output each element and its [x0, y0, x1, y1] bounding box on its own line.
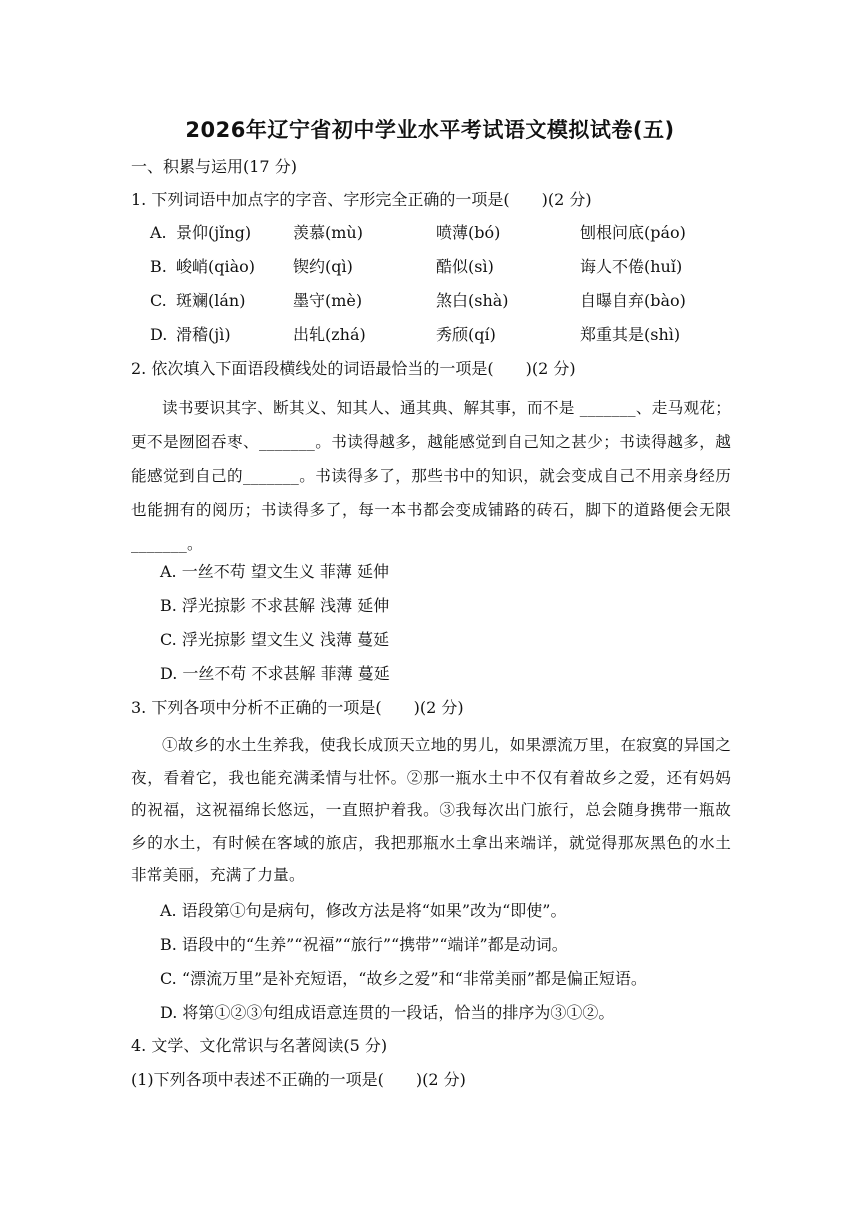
question-1-stem: 1. 下列词语中加点字的字音、字形完全正确的一项是( )(2 分) [131, 190, 592, 209]
option-word: 自曝自弃(bào) [580, 291, 686, 310]
q2-option-a: A. 一丝不苟 望文生义 菲薄 延伸 [160, 562, 389, 581]
option-word: 出轧(zhá) [293, 325, 366, 344]
option-word: 羡慕(mù) [293, 223, 363, 242]
question-4-sub1: (1)下列各项中表述不正确的一项是( )(2 分) [131, 1070, 466, 1089]
option-label: C. [150, 291, 167, 310]
q3-option-d: D. 将第①②③句组成语意连贯的一段话，恰当的排序为③①②。 [160, 1003, 615, 1022]
option-word: 煞白(shà) [436, 291, 509, 310]
q2-option-d: D. 一丝不苟 不求甚解 菲薄 蔓延 [160, 664, 390, 683]
option-word: 峻峭(qiào) [176, 257, 256, 276]
question-3-stem: 3. 下列各项中分析不正确的一项是( )(2 分) [131, 698, 464, 717]
option-label: D. [150, 325, 168, 344]
option-word: 诲人不倦(huǐ) [580, 257, 683, 276]
option-word: 墨守(mè) [293, 291, 363, 310]
question-4-stem: 4. 文学、文化常识与名著阅读(5 分) [131, 1036, 388, 1055]
q3-option-b: B. 语段中的“生养”“祝福”“旅行”“携带”“端详”都是动词。 [160, 935, 568, 954]
option-word: 锲约(qì) [293, 257, 353, 276]
option-word: 斑斓(lán) [176, 291, 246, 310]
q2-option-c: C. 浮光掠影 望文生义 浅薄 蔓延 [160, 630, 390, 649]
option-word: 喷薄(bó) [436, 223, 501, 242]
option-label: A. [150, 223, 167, 242]
question-3-passage: ①故乡的水土生养我，使我长成顶天立地的男儿，如果漂流万里，在寂寞的异国之夜，看着它，我也能充满柔情与壮怀。②那一瓶水土中不仅有着故乡之爱，还有妈妈的祝福，这祝福绵长悠远，一直照护着我。③我每次出门旅行，总会随身携带一瓶故乡的水土，有时候在客域的旅店，我把那瓶水土拿出来端详，就觉得那灰黑色的水土非常美丽，充满了力量。 [131, 736, 731, 884]
option-word: 秀颀(qí) [436, 325, 496, 344]
question-2-passage: 读书要识其字、断其义、知其人、通其典、解其事，而不是 _______、走马观花；更不是囫囵吞枣、_______。书读得越多，越能感觉到自己知之甚少；书读得越多，越能感觉到自己的_______。书读得多了，那些书中的知识，就会变成自己不用亲身经历也能拥有的阅历；书读得多了，每一本书都会变成铺路的砖石，脚下的道路便会无限 _______。 [131, 399, 731, 553]
q3-option-c: C. “漂流万里”是补充短语，“故乡之爱”和“非常美丽”都是偏正短语。 [160, 969, 647, 988]
page-title: 2026年辽宁省初中学业水平考试语文模拟试卷(五) [185, 118, 675, 142]
option-word: 景仰(jǐng) [176, 223, 252, 242]
option-word: 郑重其是(shì) [580, 325, 681, 344]
q3-option-a: A. 语段第①句是病句，修改方法是将“如果”改为“即使”。 [160, 901, 567, 920]
q2-option-b: B. 浮光掠影 不求甚解 浅薄 延伸 [160, 596, 390, 615]
option-word: 滑稽(jì) [176, 325, 231, 344]
section-heading: 一、积累与运用(17 分) [131, 157, 297, 176]
option-word: 刨根问底(páo) [580, 223, 686, 242]
option-word: 酷似(sì) [436, 257, 494, 276]
option-label: B. [150, 257, 167, 276]
question-2-stem: 2. 依次填入下面语段横线处的词语最恰当的一项是( )(2 分) [131, 359, 576, 378]
